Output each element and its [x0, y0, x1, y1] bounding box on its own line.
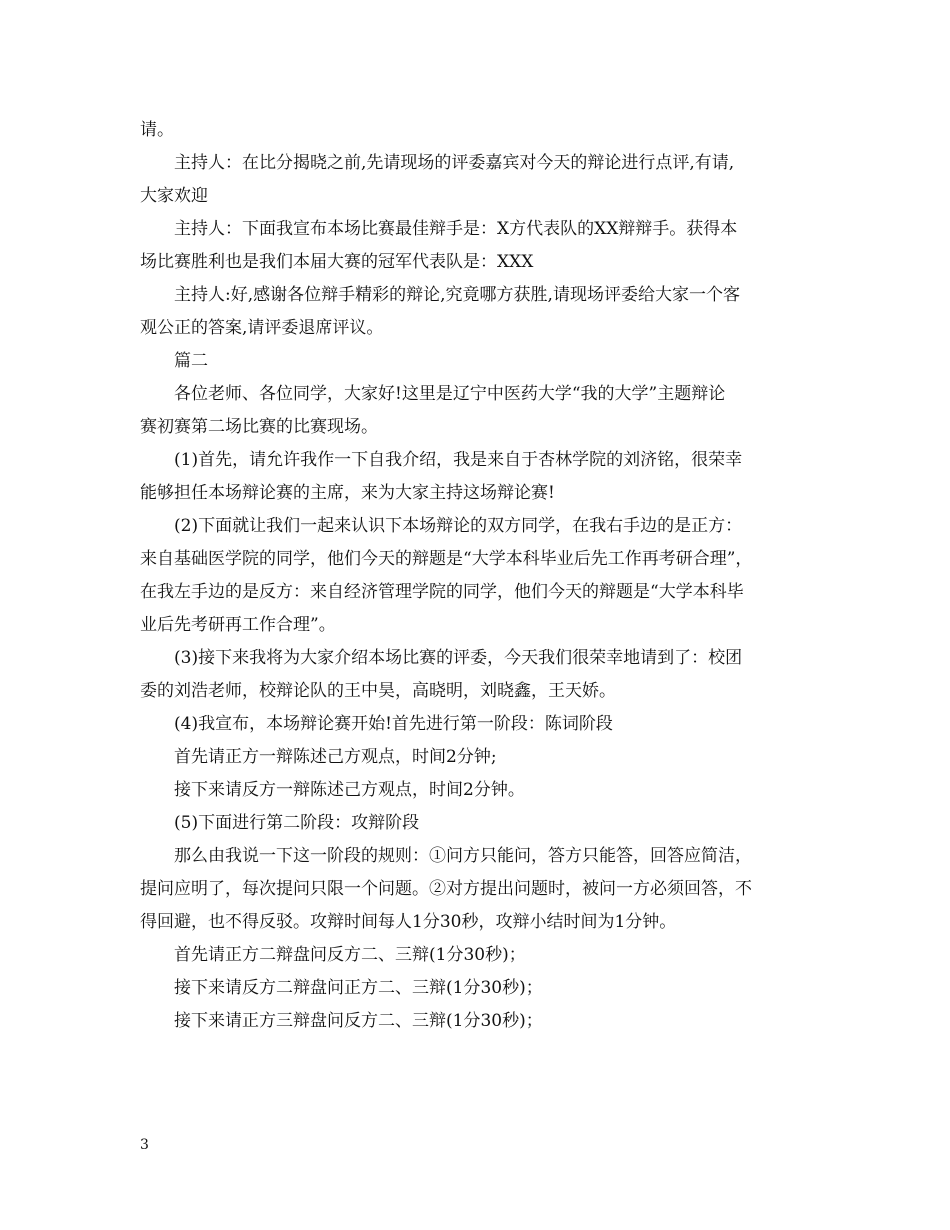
text-line: (3)接下来我将为大家介绍本场比赛的评委，今天我们很荣幸地请到了：校团	[174, 648, 743, 668]
text-line: 主持人：下面我宣布本场比赛最佳辩手是：X方代表队的XX辩辩手。获得本	[174, 219, 738, 239]
paragraph	[140, 807, 816, 840]
paragraph	[140, 642, 816, 708]
text-line: 在我左手边的是反方：来自经济管理学院的同学，他们今天的辩题是“大学本科毕	[140, 582, 744, 602]
text-line: 赛初赛第二场比赛的比赛现场。	[140, 417, 378, 437]
text-line: 请。	[140, 120, 174, 140]
text-line: 首先请正方一辩陈述己方观点，时间2分钟;	[174, 747, 497, 767]
text-line: 得回避，也不得反驳。攻辩时间每人1分30秒，攻辩小结时间为1分钟。	[140, 912, 677, 932]
paragraph	[140, 378, 816, 444]
paragraph	[140, 444, 816, 510]
paragraph	[140, 840, 816, 939]
paragraph	[140, 741, 816, 774]
text-line: 主持人：在比分揭晓之前,先请现场的评委嘉宾对今天的辩论进行点评,有请,	[174, 153, 735, 173]
text-line: 接下来请反方二辩盘问正方二、三辩(1分30秒)；	[174, 978, 543, 998]
text-line: 接下来请反方一辩陈述己方观点，时间2分钟。	[174, 780, 525, 800]
text-line: 场比赛胜利也是我们本届大赛的冠军代表队是：XXX	[140, 252, 534, 272]
text-line: (2)下面就让我们一起来认识下本场辩论的双方同学，在我右手边的是正方：	[174, 516, 743, 536]
text-line: 那么由我说一下这一阶段的规则：①问方只能问，答方只能答，回答应简洁，	[174, 846, 752, 866]
text-line: 能够担任本场辩论赛的主席，来为大家主持这场辩论赛!	[140, 483, 555, 503]
text-line: 观公正的答案,请评委退席评议。	[140, 318, 384, 338]
page-number: 3	[140, 1137, 149, 1153]
paragraph	[140, 510, 816, 642]
paragraph	[140, 774, 816, 807]
paragraph	[140, 939, 816, 972]
paragraph	[140, 147, 816, 213]
text-line: (1)首先，请允许我作一下自我介绍，我是来自于杏林学院的刘济铭，很荣幸	[174, 450, 743, 470]
text-line: 主持人:好,感谢各位辩手精彩的辩论,究竟哪方获胜,请现场评委给大家一个客	[174, 285, 740, 305]
paragraph	[140, 114, 816, 147]
text-line: 业后先考研再工作合理”。	[140, 615, 336, 635]
paragraph	[140, 1005, 816, 1038]
text-line: 首先请正方二辩盘问反方二、三辩(1分30秒)；	[174, 945, 526, 965]
paragraph	[140, 972, 816, 1005]
text-line: 接下来请正方三辩盘问反方二、三辩(1分30秒)；	[174, 1011, 543, 1031]
paragraph	[140, 708, 816, 741]
text-line: (5)下面进行第二阶段：攻辩阶段	[174, 813, 420, 833]
text-line: (4)我宣布，本场辩论赛开始!首先进行第一阶段：陈词阶段	[174, 714, 613, 734]
paragraph	[140, 213, 816, 279]
text-line: 各位老师、各位同学，大家好!这里是辽宁中医药大学“我的大学”主题辩论	[174, 384, 726, 404]
paragraph	[140, 345, 816, 378]
text-line: 篇二	[174, 351, 208, 371]
paragraph	[140, 279, 816, 345]
text-line: 大家欢迎	[140, 186, 208, 206]
document-body	[140, 114, 816, 1038]
text-line: 来自基础医学院的同学，他们今天的辩题是“大学本科毕业后先工作再考研合理”，	[140, 549, 753, 569]
text-line: 提问应明了，每次提问只限一个问题。②对方提出问题时，被问一方必须回答，不	[140, 879, 752, 899]
text-line: 委的刘浩老师，校辩论队的王中昊，高晓明，刘晓鑫，王天娇。	[140, 681, 616, 701]
